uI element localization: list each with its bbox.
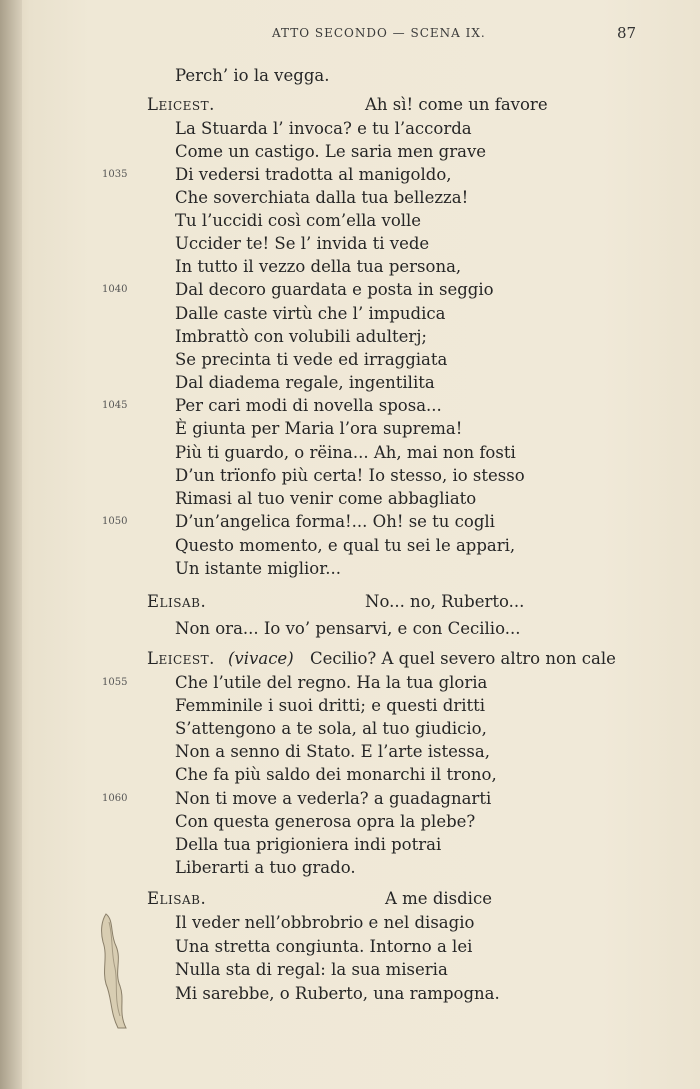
verse-text: A me disdice — [385, 889, 492, 908]
speaker-name: Elisab. — [147, 592, 207, 611]
verse-text: Se precinta ti vede ed irraggiata — [175, 350, 448, 369]
verse-text: Dalle caste virtù che l’ impudica — [175, 304, 446, 323]
verse-text: D’un trïonfo più certa! Io stesso, io stesso — [175, 466, 525, 485]
verse-line — [0, 209, 700, 233]
verse-line — [0, 394, 700, 418]
verse-line — [0, 464, 700, 488]
verse-text: In tutto il vezzo della tua persona, — [175, 257, 462, 276]
verse-line — [0, 64, 700, 88]
verse-text: Uccider te! Se l’ invida ti vede — [175, 234, 430, 253]
verse-text: Cecilio? A quel severo altro non cale — [310, 649, 616, 668]
verse-line — [0, 833, 700, 857]
verse-text: La Stuarda l’ invoca? e tu l’accorda — [175, 119, 472, 138]
line-number: 1035 — [102, 169, 128, 180]
verse-line — [0, 740, 700, 764]
verse-line — [0, 763, 700, 787]
verse-text: Perch’ io la vegga. — [175, 66, 330, 85]
verse-line — [0, 647, 700, 671]
verse-text: È giunta per Maria l’ora suprema! — [175, 419, 463, 438]
verse-text: Non a senno di Stato. E l’arte istessa, — [175, 742, 490, 761]
verse-line — [0, 371, 700, 395]
verse-text: Di vedersi tradotta al manigoldo, — [175, 165, 452, 184]
verse-line — [0, 186, 700, 210]
verse-line — [0, 417, 700, 441]
verse-line — [0, 510, 700, 534]
verse-text: Un istante miglior... — [175, 559, 342, 578]
running-head: ATTO SECONDO — SCENA IX. — [272, 26, 486, 40]
verse-text: D’un’angelica forma!... Oh! se tu cogli — [175, 512, 495, 531]
verse-text: Che fa più saldo dei monarchi il trono, — [175, 765, 497, 784]
verse-line — [0, 887, 700, 911]
verse-text: No... no, Ruberto... — [365, 592, 525, 611]
verse-text: Liberarti a tuo grado. — [175, 858, 356, 877]
line-number: 1055 — [102, 677, 128, 688]
verse-line — [0, 232, 700, 256]
verse-text: Questo momento, e qual tu sei le appari, — [175, 536, 516, 555]
verse-line — [0, 810, 700, 834]
verse-text: Imbrattò con volubili adulterj; — [175, 327, 427, 346]
verse-line — [0, 856, 700, 880]
verse-line — [0, 117, 700, 141]
line-number: 1050 — [102, 516, 128, 527]
line-number: 1045 — [102, 400, 128, 411]
verse-line — [0, 487, 700, 511]
verse-text: Della tua prigioniera indi potrai — [175, 835, 442, 854]
verse-line — [0, 255, 700, 279]
verse-text: Più ti guardo, o rëina... Ah, mai non fosti — [175, 443, 516, 462]
verse-text: Mi sarebbe, o Ruberto, una rampogna. — [175, 984, 500, 1003]
verse-line — [0, 671, 700, 695]
stage-direction: (vivace) — [228, 649, 294, 668]
verse-text: Che soverchiata dalla tua bellezza! — [175, 188, 469, 207]
verse-text: Non ti move a vederla? a guadagnarti — [175, 789, 492, 808]
verse-line — [0, 163, 700, 187]
verse-line — [0, 534, 700, 558]
verse-line — [0, 278, 700, 302]
page-header — [0, 26, 700, 46]
verse-text: Che l’utile del regno. Ha la tua gloria — [175, 673, 488, 692]
verse-text: Il veder nell’obbrobrio e nel disagio — [175, 913, 475, 932]
verse-text: Ah sì! come un favore — [365, 95, 548, 114]
verse-line — [0, 441, 700, 465]
verse-line — [0, 787, 700, 811]
verse-line — [0, 325, 700, 349]
verse-text: Come un castigo. Le saria men grave — [175, 142, 487, 161]
verse-line — [0, 590, 700, 614]
verse-line — [0, 93, 700, 117]
line-number: 1040 — [102, 284, 128, 295]
verse-text: Rimasi al tuo venir come abbagliato — [175, 489, 477, 508]
verse-line — [0, 302, 700, 326]
verse-text: Una stretta congiunta. Intorno a lei — [175, 937, 473, 956]
line-number: 1060 — [102, 793, 128, 804]
verse-text: S’attengono a te sola, al tuo giudicio, — [175, 719, 487, 738]
paper-tear-mark — [100, 912, 128, 1030]
verse-text: Con questa generosa opra la plebe? — [175, 812, 476, 831]
verse-text: Dal decoro guardata e posta in seggio — [175, 280, 494, 299]
verse-text: Dal diadema regale, ingentilita — [175, 373, 435, 392]
verse-text: Tu l’uccidi così com’ella volle — [175, 211, 422, 230]
verse-line — [0, 348, 700, 372]
verse-text: Non ora... Io vo’ pensarvi, e con Cecilio... — [175, 619, 521, 638]
verse-line — [0, 140, 700, 164]
verse-line — [0, 717, 700, 741]
speaker-name: Leicest. — [147, 95, 215, 114]
verse-text: Femminile i suoi dritti; e questi dritti — [175, 696, 486, 715]
speaker-name: Elisab. — [147, 889, 207, 908]
verse-text: Per cari modi di novella sposa... — [175, 396, 442, 415]
verse-line — [0, 694, 700, 718]
verse-line — [0, 557, 700, 581]
page-number: 87 — [617, 24, 637, 42]
verse-text: Nulla sta di regal: la sua miseria — [175, 960, 448, 979]
verse-line — [0, 617, 700, 641]
speaker-name: Leicest. — [147, 649, 215, 668]
